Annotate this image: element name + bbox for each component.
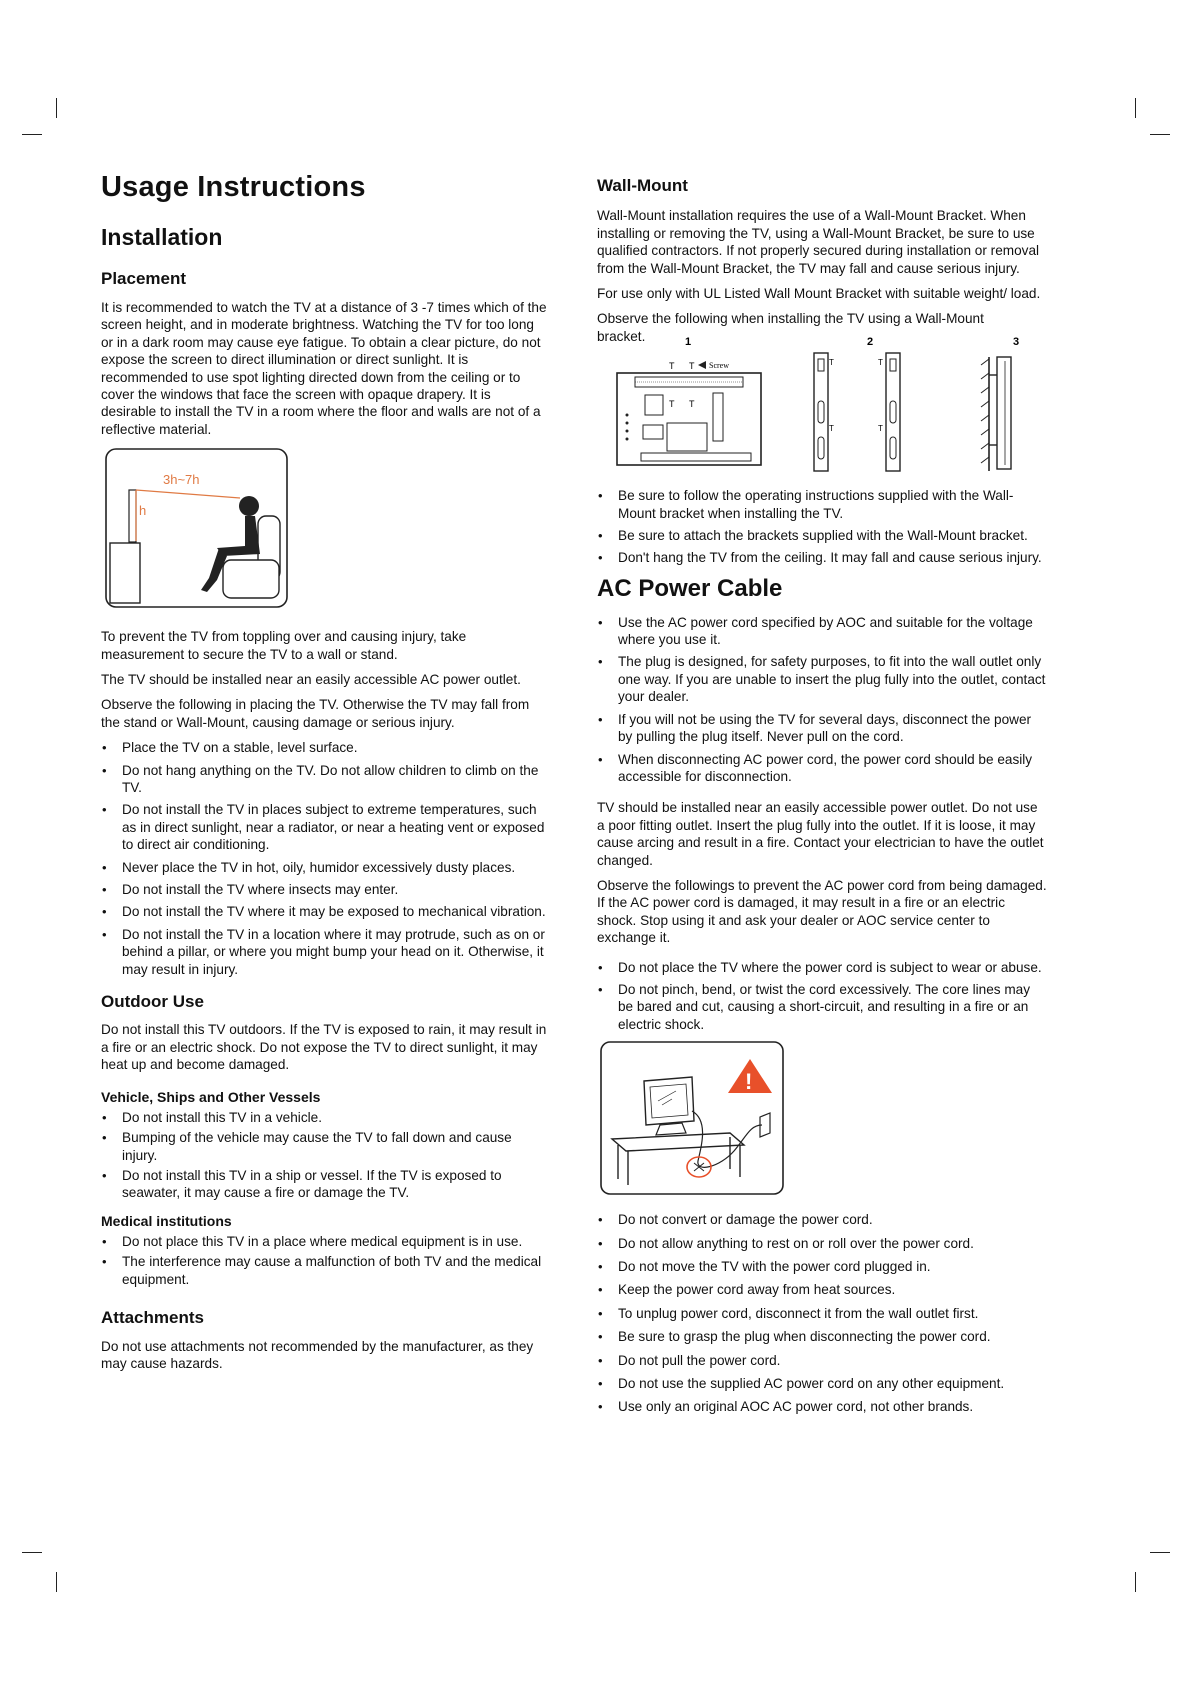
list-item: • Don't hang the TV from the ceiling. It may fall and cause serious injury. xyxy=(597,549,1047,566)
wallmount-p1: Wall-Mount installation requires the use of a Wall-Mount Bracket. When installing or removing the TV, using a Wall-Mount Bracket, be sure to use qualified contractors. If not properly secured during installation or removal from the Wall-Mount Bracket, the TV may fall and cause serious injury. xyxy=(597,208,1040,276)
armchair-seat xyxy=(223,560,279,598)
screw-pin: T xyxy=(689,361,695,372)
right-column xyxy=(597,176,1047,1424)
list-item: • Be sure to grasp the plug when disconnecting the power cord. xyxy=(597,1328,1047,1345)
person-head xyxy=(239,496,259,516)
crop-mark xyxy=(22,1552,42,1553)
list-item: • To unplug power cord, disconnect it from the wall outlet first. xyxy=(597,1305,1047,1322)
placement-list xyxy=(101,739,549,978)
list-item: • Do not install the TV where insects may enter. xyxy=(101,881,549,898)
list-item: • Do not use the supplied AC power cord on any other equipment. xyxy=(597,1375,1047,1392)
distance-label: 3h~7h xyxy=(163,472,200,488)
medical-list xyxy=(101,1233,549,1288)
list-item: • When disconnecting AC power cord, the power cord should be easily accessible for disconnection. xyxy=(597,751,1047,786)
step-label-1: 1 xyxy=(685,336,692,349)
wall-mount-figure xyxy=(605,335,1045,473)
list-item: • Use the AC power cord specified by AOC and suitable for the voltage where you use it. xyxy=(597,614,1047,649)
list-item: • Do not place this TV in a place where medical equipment is in use. xyxy=(101,1233,549,1250)
medical-heading: Medical institutions xyxy=(101,1212,232,1229)
observe-text: Observe the following in placing the TV. Otherwise the TV may fall from the stand or Wall-Mount, causing damage or serious injury. xyxy=(101,697,530,730)
list-item: • Do not move the TV with the power cord plugged in. xyxy=(597,1258,1047,1275)
tv-screen xyxy=(129,490,136,542)
screw-pin: T xyxy=(669,399,675,410)
mounted-tv-side xyxy=(997,357,1011,469)
crop-mark xyxy=(1150,1552,1170,1553)
list-item: • If you will not be using the TV for several days, disconnect the power by pulling the plug itself. Never pull on the cord. xyxy=(597,711,1047,746)
crop-mark xyxy=(1135,98,1136,118)
ac-power-heading: AC Power Cable xyxy=(597,574,783,602)
list-item: • Do not pinch, bend, or twist the cord excessively. The core lines may be bared and cut, causing a short-circuit, and resulting in a fire or an electric shock. xyxy=(597,981,1047,1033)
list-item: • Do not allow anything to rest on or roll over the power cord. xyxy=(597,1235,1047,1252)
list-item: • Do not install this TV in a ship or vessel. If the TV is exposed to seawater, it may cause a fire or damage the TV. xyxy=(101,1167,549,1202)
outdoor-text: Do not install this TV outdoors. If the TV is exposed to rain, it may result in a fire or an electric shock. Do not expose the TV to direct sunlight, it may heat up and become damaged. xyxy=(101,1022,547,1073)
ac-outlet-text: TV should be installed near an easily accessible power outlet. Do not use a poor fitting outlet. Insert the plug fully into the outlet. If it is loose, it may cause arcing and result in a fire. Contact your electrician to have the outlet changed. xyxy=(597,800,1044,868)
screw-pin: T xyxy=(669,361,675,372)
screw-arrow xyxy=(698,361,706,369)
screw-label: Screw xyxy=(709,361,729,371)
ac-list-3 xyxy=(597,1211,1047,1416)
svg-text:T: T xyxy=(878,424,883,434)
placement-heading: Placement xyxy=(101,269,187,289)
vehicle-heading: Vehicle, Ships and Other Vessels xyxy=(101,1088,321,1105)
list-item: • Do not install the TV in places subject to extreme temperatures, such as in direct sunlight, near a radiator, or near a heating vent or exposed to direct air conditioning. xyxy=(101,801,549,853)
page-title: Usage Instructions xyxy=(101,171,366,203)
list-item: • Place the TV on a stable, level surface. xyxy=(101,739,549,756)
list-item: • Do not place the TV where the power cord is subject to wear or abuse. xyxy=(597,959,1047,976)
ac-list-1 xyxy=(597,614,1047,786)
list-item: • Do not hang anything on the TV. Do not allow children to climb on the TV. xyxy=(101,762,549,797)
list-item: • Do not install the TV where it may be exposed to mechanical vibration. xyxy=(101,903,549,920)
left-column xyxy=(101,172,549,1380)
wallmount-heading: Wall-Mount xyxy=(597,176,688,195)
list-item: • Do not convert or damage the power cord. xyxy=(597,1211,1047,1228)
list-item: • Never place the TV in hot, oily, humidor excessively dusty places. xyxy=(101,859,549,876)
list-item: • Be sure to follow the operating instructions supplied with the Wall-Mount bracket when installing the TV. xyxy=(597,487,1047,522)
outdoor-heading: Outdoor Use xyxy=(101,992,204,1012)
power-cord-warning-figure xyxy=(600,1041,786,1197)
crop-mark xyxy=(22,134,42,135)
list-item: • Do not install this TV in a vehicle. xyxy=(101,1109,549,1126)
distance-marker xyxy=(136,490,240,498)
outlet-text: The TV should be installed near an easily accessible AC power outlet. xyxy=(101,671,521,687)
step-label-2: 2 xyxy=(867,336,874,349)
warning-exclamation: ! xyxy=(745,1069,753,1095)
wallmount-list xyxy=(597,487,1047,567)
placement-intro: It is recommended to watch the TV at a distance of 3 -7 times which of the screen height, and in moderate brightness. Watching the TV for too long or in a dark room may cause eye fatigue. To obtain a clear picture, do not expose the screen to direct illumination or direct sunlight. It is recommended to use spot lighting directed down from the ceiling or to cover the windows that face the screen with opaque drapery. It is desirable to install the TV in a room where the floor and walls are not of a reflective material. xyxy=(101,299,547,437)
person-body xyxy=(217,516,260,556)
svg-text:T: T xyxy=(829,424,834,434)
wallmount-p3: Observe the following when installing the TV using a Wall-Mount bracket. xyxy=(597,311,984,344)
crop-mark xyxy=(1135,1572,1136,1592)
list-item: • The plug is designed, for safety purposes, to fit into the wall outlet only one way. If you are unable to insert the plug fully into the outlet, contact your dealer. xyxy=(597,653,1047,705)
crop-mark xyxy=(56,1572,57,1592)
tv-stand xyxy=(110,543,140,603)
svg-text:T: T xyxy=(829,358,834,368)
attachments-heading: Attachments xyxy=(101,1308,204,1328)
height-label: h xyxy=(139,503,147,519)
step-label-3: 3 xyxy=(1013,336,1020,349)
topple-text: To prevent the TV from toppling over and causing injury, take measurement to secure the TV to a wall or stand. xyxy=(101,629,467,662)
list-item: • Do not install the TV in a location where it may protrude, such as on or behind a pillar, or where you might bump your head on it. Otherwise, it may result in injury. xyxy=(101,926,549,978)
tv-base xyxy=(656,1123,686,1135)
vehicle-list xyxy=(101,1109,549,1202)
crop-mark xyxy=(1150,134,1170,135)
list-item: • Keep the power cord away from heat sources. xyxy=(597,1281,1047,1298)
screw-pin: T xyxy=(689,399,695,410)
installation-heading: Installation xyxy=(101,223,223,250)
attachments-text: Do not use attachments not recommended by the manufacturer, as they may cause hazards. xyxy=(101,1338,534,1372)
list-item: • Use only an original AOC AC power cord, not other brands. xyxy=(597,1398,1047,1415)
ac-observe-text: Observe the followings to prevent the AC power cord from being damaged. If the AC power cord is damaged, it may result in a fire or an electric shock. Stop using it and ask your dealer or AOC service center to exchange it. xyxy=(597,877,1047,946)
ac-list-2 xyxy=(597,959,1047,1034)
table-top xyxy=(612,1133,744,1151)
svg-text:T: T xyxy=(878,358,883,368)
list-item: • Be sure to attach the brackets supplied with the Wall-Mount bracket. xyxy=(597,527,1047,544)
wallmount-p2: For use only with UL Listed Wall Mount Bracket with suitable weight/ load. xyxy=(597,286,1041,302)
list-item: • Bumping of the vehicle may cause the TV to fall down and cause injury. xyxy=(101,1129,549,1164)
viewing-distance-figure xyxy=(105,448,290,610)
list-item: • The interference may cause a malfunction of both TV and the medical equipment. xyxy=(101,1253,549,1288)
list-item: • Do not pull the power cord. xyxy=(597,1352,1047,1369)
crop-mark xyxy=(56,98,57,118)
